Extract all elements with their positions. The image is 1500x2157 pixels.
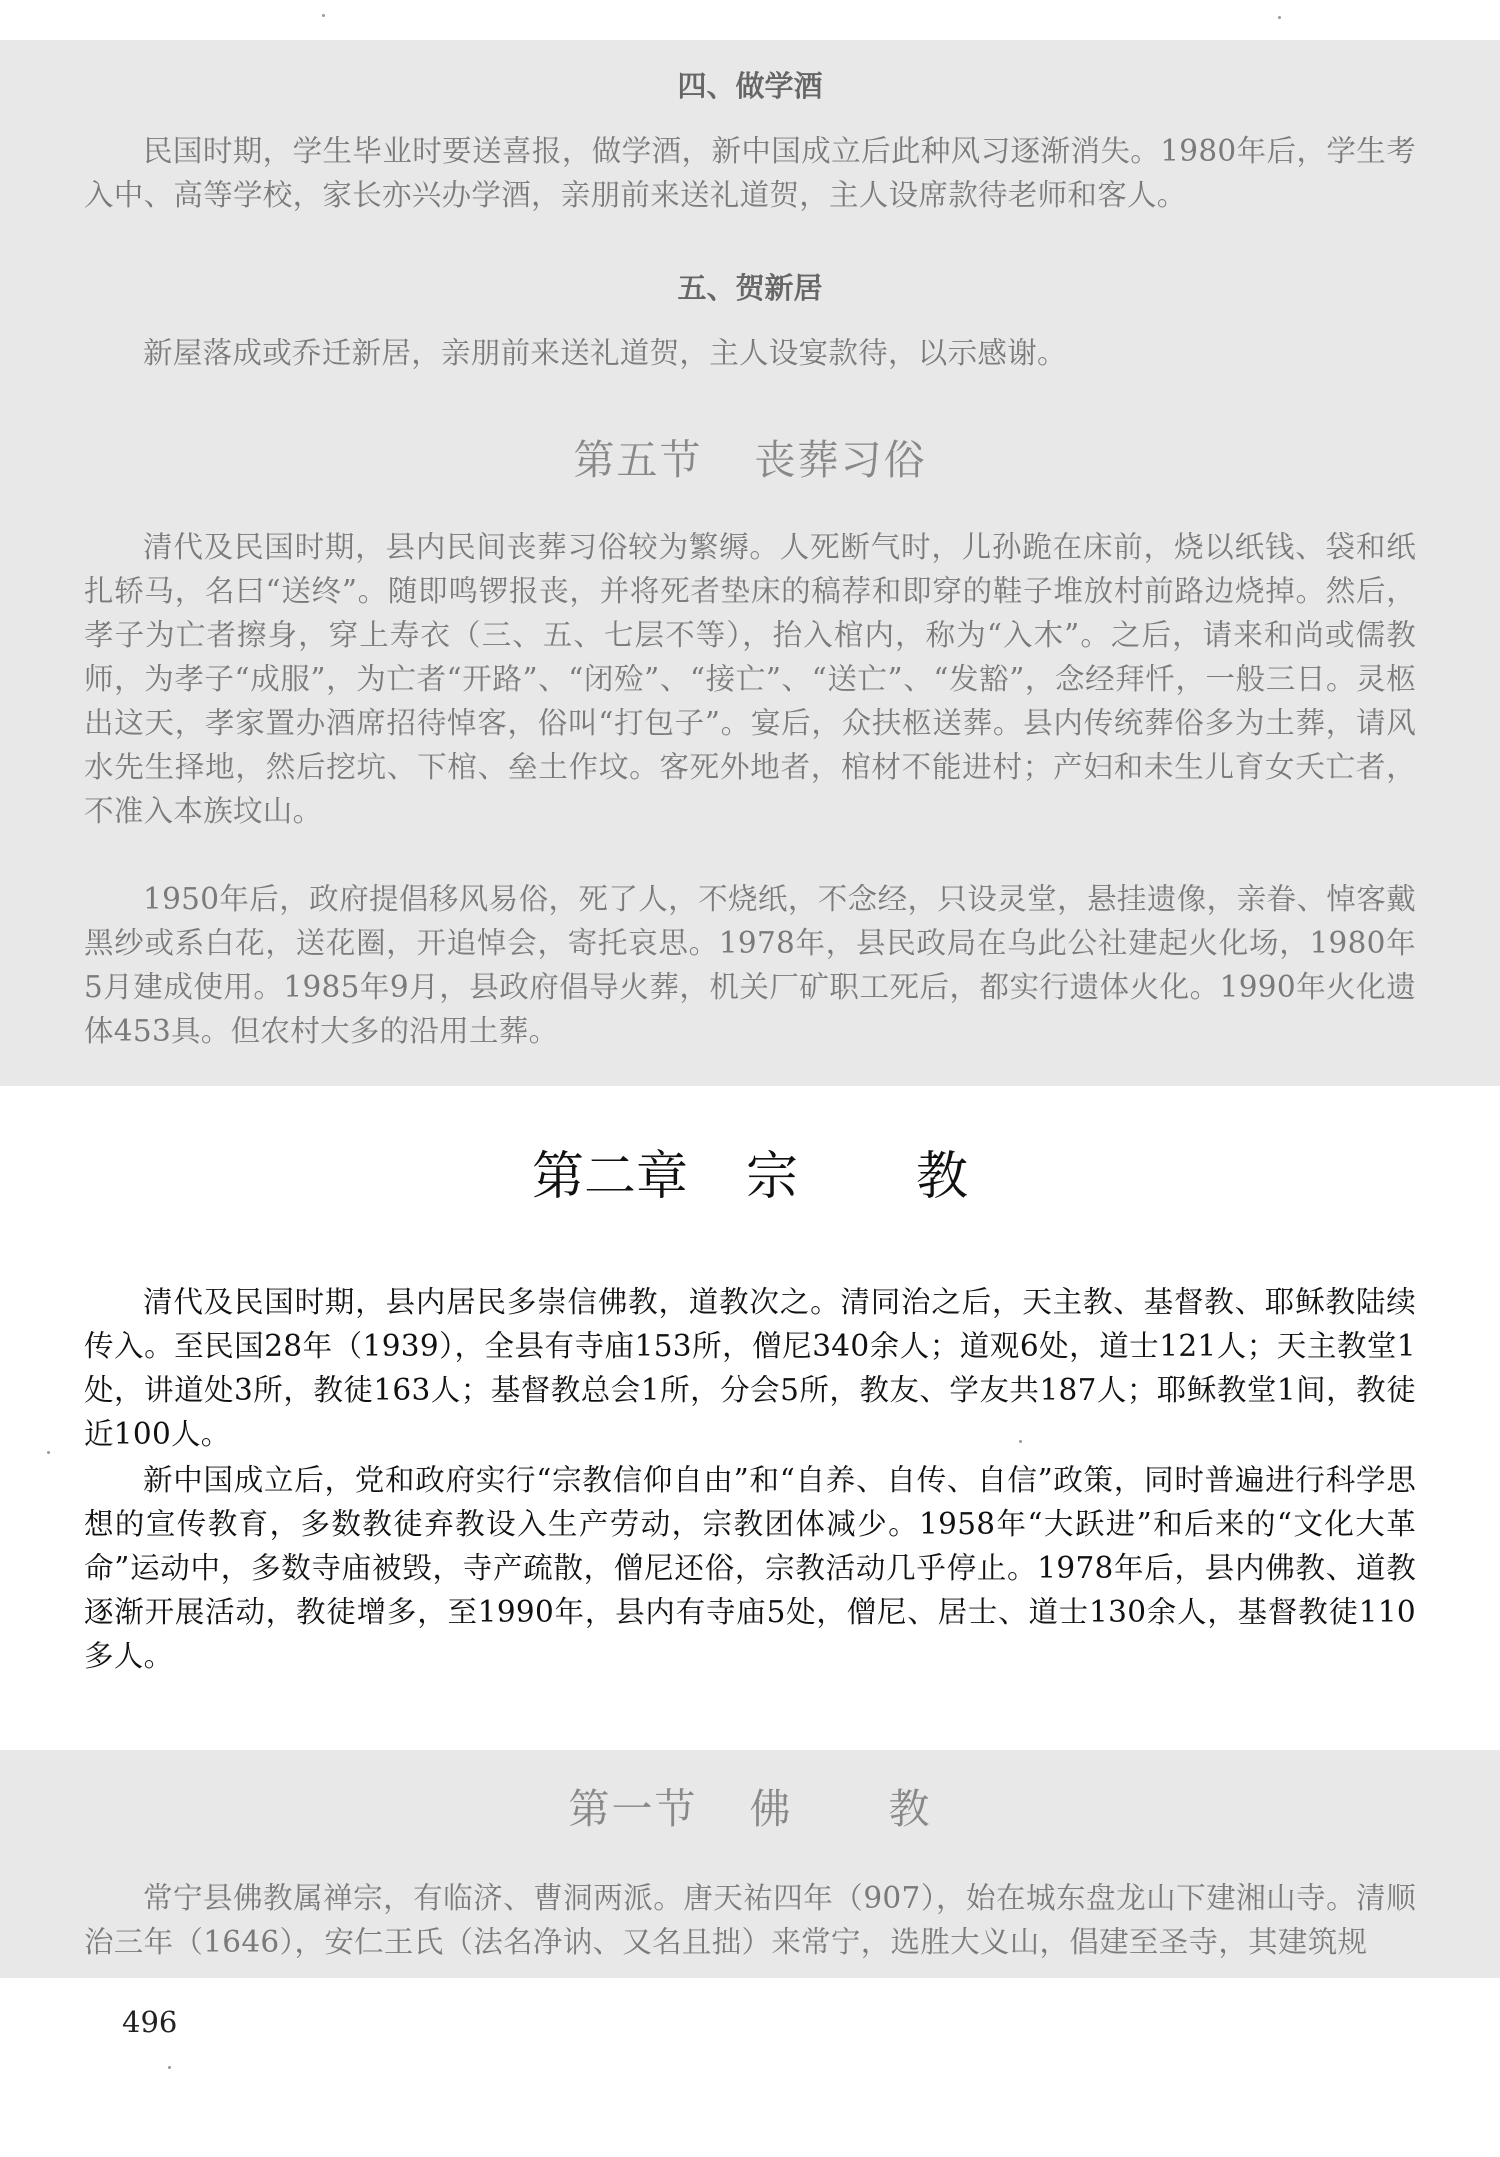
page-number: 496 — [122, 2005, 178, 2039]
scan-speck — [47, 1451, 50, 1454]
scan-speck — [1278, 16, 1281, 19]
paragraph-sangzang-2: 1950年后，政府提倡移风易俗，死了人，不烧纸，不念经，只设灵堂，悬挂遗像，亲眷、悼客戴黑纱或系白花，送花圈，开追悼会，寄托哀思。1978年，县民政局在乌此公社建起火化场，1980年5月建成使用。1985年9月，县政府倡导火葬，机关厂矿职工死后，都实行遗体火化。1990年火化遗体453具。但农村大多的沿用土葬。 — [84, 882, 1416, 1048]
section-title-char-2: 教 — [888, 1785, 932, 1833]
chapter-number: 第二章 — [531, 1147, 688, 1207]
section-title-fojiao — [0, 1781, 1500, 1837]
scan-speck — [168, 2066, 171, 2069]
chapter-title-char-2: 教 — [916, 1147, 969, 1207]
section-title-char-1: 佛 — [749, 1785, 793, 1833]
section-title-number: 第一节 — [568, 1785, 698, 1833]
paragraph-hexinju: 新屋落成或乔迁新居，亲朋前来送礼道贺，主人设宴款待，以示感谢。 — [143, 336, 1067, 370]
paragraph-sangzang-1: 清代及民国时期，县内民间丧葬习俗较为繁缛。人死断气时，儿孙跪在床前，烧以纸钱、袋和纸扎轿马，名曰“送终”。随即鸣锣报丧，并将死者垫床的稿荐和即穿的鞋子堆放村前路边烧掉。然后，孝子为亡者擦身，穿上寿衣（三、五、七层不等），抬入棺内，称为“入木”。之后，请来和尚或儒教师，为孝子“成服”，为亡者“开路”、“闭殓”、“接亡”、“送亡”、“发豁”，念经拜忏，一般三日。灵柩出这天，孝家置办酒席招待悼客，俗叫“打包子”。宴后，众扶柩送葬。县内传统葬俗多为土葬，请风水先生择地，然后挖坑、下棺、垒土作坟。客死外地者，棺材不能进村；产妇和未生儿育女夭亡者，不准入本族坟山。 — [84, 530, 1416, 828]
paragraph-zuoxuejiu: 民国时期，学生毕业时要送喜报，做学酒，新中国成立后此种风习逐渐消失。1980年后，学生考入中、高等学校，家长亦兴办学酒，亲朋前来送礼道贺，主人设席款待老师和客人。 — [84, 134, 1416, 212]
section-title-text: 丧葬习俗 — [754, 436, 927, 484]
section-title-number: 第五节 — [573, 436, 703, 484]
paragraph-chapter-1: 清代及民国时期，县内居民多崇信佛教，道教次之。清同治之后，天主教、基督教、耶稣教陆续传入。至民国28年（1939），全县有寺庙153所，僧尼340余人；道观6处，道士121人；天主教堂1处，讲道处3所，教徒163人；基督教总会1所，分会5所，教友、学友共187人；耶稣教堂1间，教徒近100人。 — [84, 1285, 1416, 1451]
paragraph-chapter-2: 新中国成立后，党和政府实行“宗教信仰自由”和“自养、自传、自信”政策，同时普遍进行科学思想的宣传教育，多数教徒弃教设入生产劳动，宗教团体减少。1958年“大跃进”和后来的“文化大革命”运动中，多数寺庙被毁，寺产疏散，僧尼还俗，宗教活动几乎停止。1978年后，县内佛教、道教逐渐开展活动，教徒增多，至1990年，县内有寺庙5处，僧尼、居士、道士130余人，基督教徒110多人。 — [84, 1463, 1416, 1673]
section-heading-hexinju: 五、贺新居 — [677, 271, 823, 305]
paragraph-fojiao: 常宁县佛教属禅宗，有临济、曹洞两派。唐天祐四年（907），始在城东盘龙山下建湘山寺。清顺治三年（1646），安仁王氏（法名净讷、又名且拙）来常宁，选胜大义山，倡建至圣寺，其建筑规 — [84, 1881, 1416, 1959]
scan-speck — [322, 14, 325, 17]
section-title-sangzang — [0, 432, 1500, 488]
section-heading-zuoxuejiu: 四、做学酒 — [677, 69, 823, 103]
chapter-title — [0, 1142, 1500, 1212]
chapter-title-char-1: 宗 — [745, 1147, 798, 1207]
scan-speck — [1019, 1440, 1022, 1443]
